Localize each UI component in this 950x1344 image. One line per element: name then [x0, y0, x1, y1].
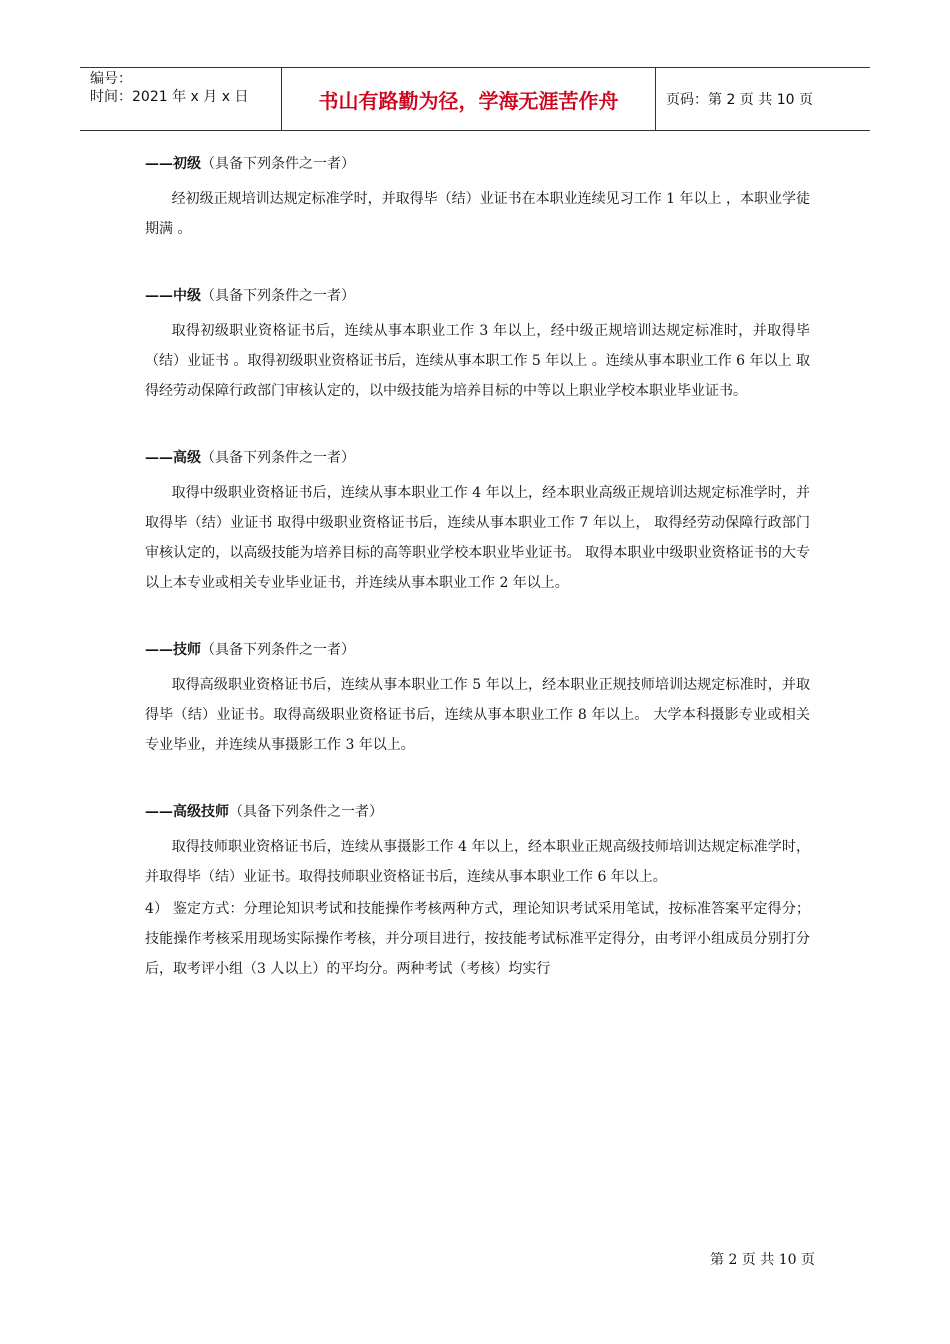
section-heading-junior: ——初级（具备下列条件之一者）	[145, 156, 355, 172]
section-text-intermediate: 取得初级职业资格证书后，连续从事本职业工作 3 年以上，经中级正规培训达规定标准时，并取得毕（结）业证书 。取得初级职业资格证书后，连续从事本职工作 5 年以上 。连续从事本职业工作 6 年以上 取得经劳动保障行政部门审核认定的，以中级技能为培养目标的中等以上职业学校本职业毕业证书。	[145, 323, 810, 399]
section-text-senior-technician: 取得技师职业资格证书后，连续从事摄影工作 4 年以上，经本职业正规高级技师培训达规定标准学时，并取得毕（结）业证书。取得技师职业资格证书后，连续从事本职业工作 6 年以上。	[145, 839, 810, 885]
page-header	[80, 67, 870, 131]
document-number-label: 编号：	[90, 71, 132, 87]
header-meta	[90, 70, 280, 106]
assessment-method: 4） 鉴定方式：分理论知识考试和技能操作考核两种方式，理论知识考试采用笔试，按标准答案平定得分；技能操作考核采用现场实际操作考核，并分项目进行，按技能考试标准平定得分，由考评小组成员分别打分后，取考评小组（3 人以上）的平均分。两种考试（考核）均实行	[145, 901, 810, 977]
document-body	[145, 150, 810, 984]
section-heading-senior: ——高级（具备下列条件之一者）	[145, 450, 355, 466]
section-heading-senior-technician: ——高级技师（具备下列条件之一者）	[145, 804, 383, 820]
section-text-junior: 经初级正规培训达规定标准学时，并取得毕（结）业证书在本职业连续见习工作 1 年以上 ，本职业学徒期满 。	[145, 191, 810, 237]
section-text-senior: 取得中级职业资格证书后，连续从事本职业工作 4 年以上，经本职业高级正规培训达规定标准学时，并取得毕（结）业证书 取得中级职业资格证书后，连续从事本职业工作 7 年以上， 取得经劳动保障行政部门审核认定的，以高级技能为培养目标的高等职业学校本职业毕业证书。 取得本职业中级职业资格证书的大专以上本专业或相关专业毕业证书，并连续从事本职业工作 2 年以上。	[145, 485, 810, 591]
section-heading-technician: ——技师（具备下列条件之一者）	[145, 642, 355, 658]
page-footer: 第 2 页 共 10 页	[710, 1252, 815, 1268]
header-motto: 书山有路勤为径，学海无涯苦作舟	[281, 68, 656, 130]
section-heading-intermediate: ——中级（具备下列条件之一者）	[145, 288, 355, 304]
section-text-technician: 取得高级职业资格证书后，连续从事本职业工作 5 年以上，经本职业正规技师培训达规定标准时，并取得毕（结）业证书。取得高级职业资格证书后，连续从事本职业工作 8 年以上。 大学本科摄影专业或相关专业毕业，并连续从事摄影工作 3 年以上。	[145, 677, 810, 753]
header-page-info: 页码：第 2 页 共 10 页	[666, 92, 813, 108]
document-date: 时间：2021 年 x 月 x 日	[90, 89, 249, 105]
